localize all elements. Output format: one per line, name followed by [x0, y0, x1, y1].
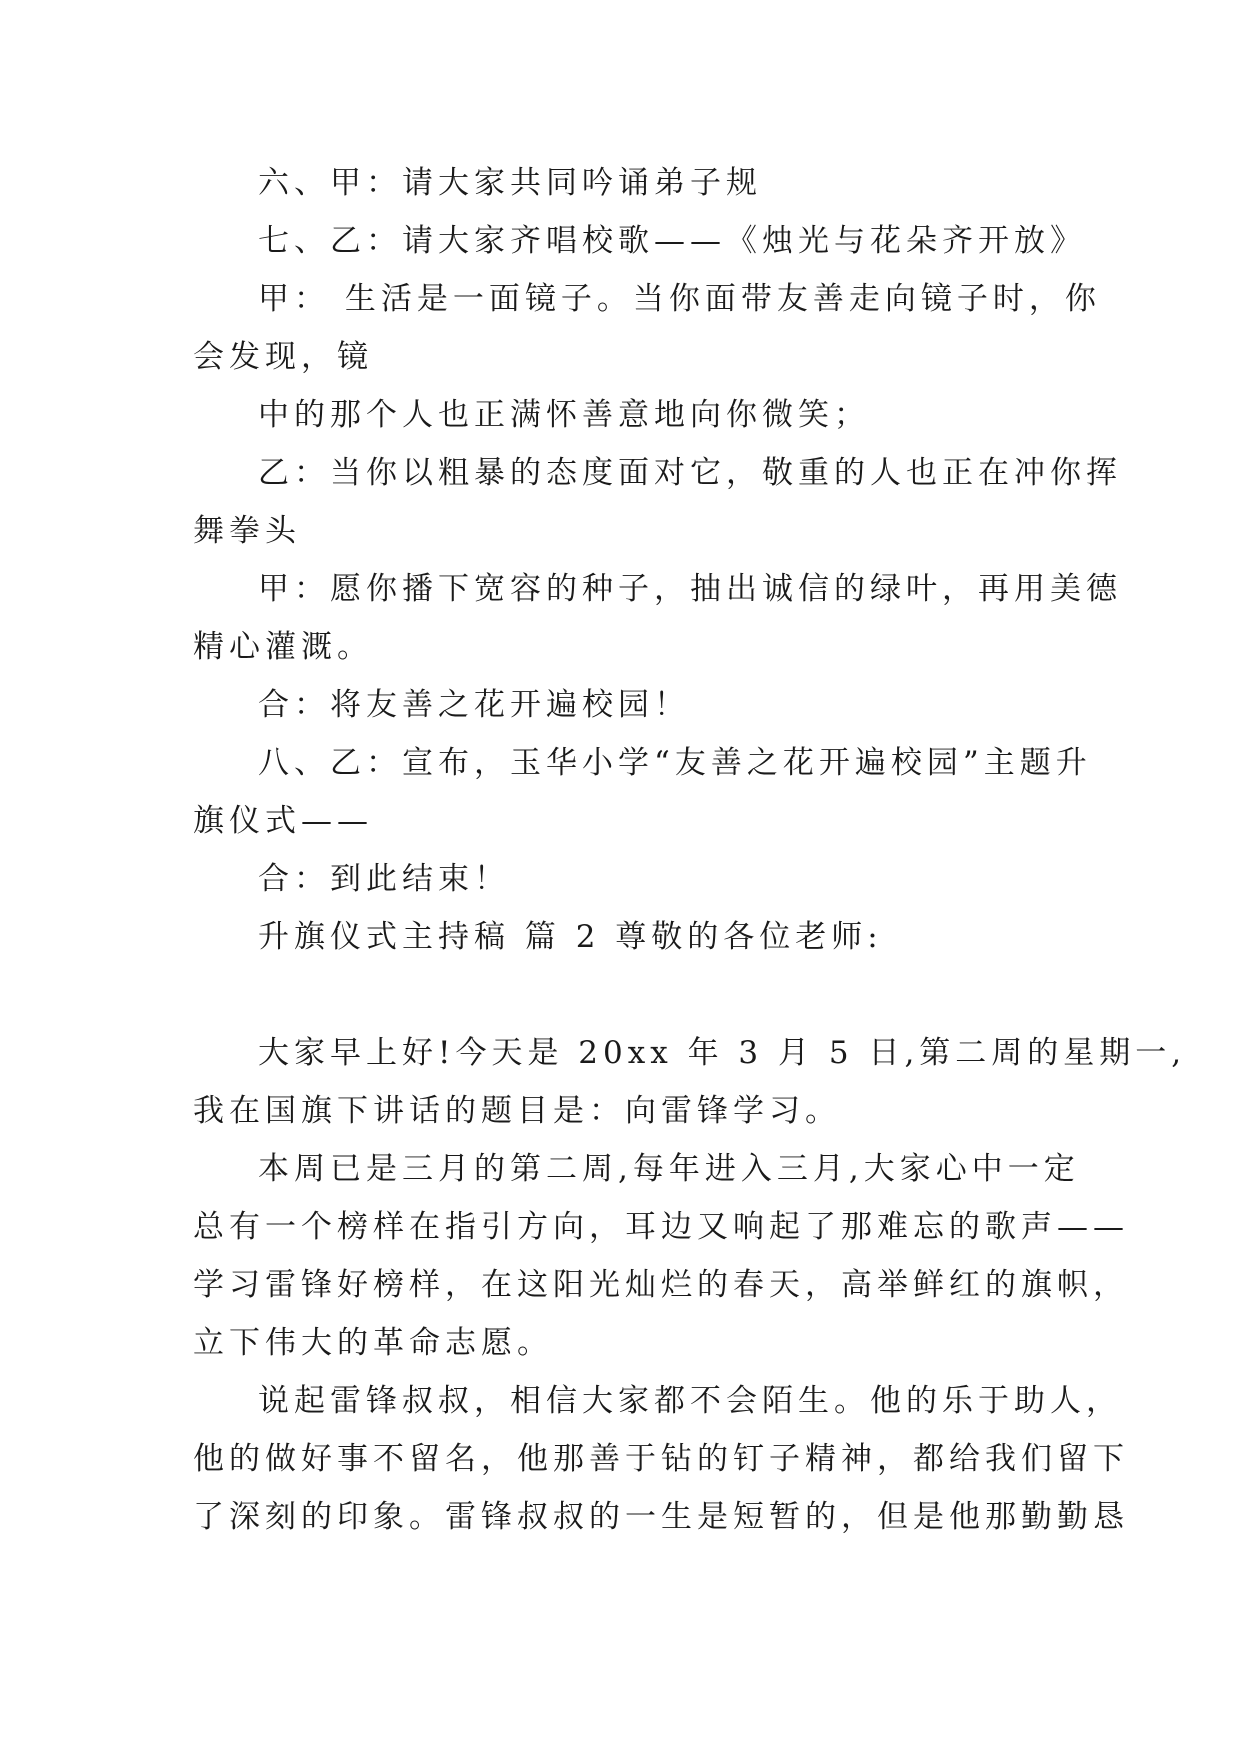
- text-line: 会发现，镜: [193, 339, 373, 375]
- text-line: 合：将友善之花开遍校园！: [258, 687, 690, 723]
- text-line: 精心灌溉。: [193, 629, 373, 665]
- text-line: 七、乙：请大家齐唱校歌——《烛光与花朵齐开放》: [258, 223, 1086, 259]
- section-heading: 升旗仪式主持稿 篇 2 尊敬的各位老师:: [258, 919, 883, 955]
- text-line: 他的做好事不留名，他那善于钻的钉子精神，都给我们留下: [193, 1441, 1129, 1477]
- text-line: 学习雷锋好榜样，在这阳光灿烂的春天，高举鲜红的旗帜，: [193, 1267, 1129, 1303]
- text-line: 舞拳头: [193, 513, 301, 549]
- text-line: 立下伟大的革命志愿。: [193, 1325, 553, 1361]
- text-line: 八、乙：宣布，玉华小学“友善之花开遍校园”主题升: [258, 745, 1092, 781]
- text-line: 了深刻的印象。雷锋叔叔的一生是短暂的，但是他那勤勤恳: [193, 1499, 1129, 1535]
- text-line: 总有一个榜样在指引方向，耳边又响起了那难忘的歌声——: [193, 1209, 1129, 1245]
- text-line: 乙：当你以粗暴的态度面对它，敬重的人也正在冲你挥: [258, 455, 1122, 491]
- text-line: 旗仪式——: [193, 803, 373, 839]
- text-line: 合：到此结束！: [258, 861, 510, 897]
- text-line: 大家早上好!今天是 20xx 年 3 月 5 日,第二周的星期一,: [258, 1035, 1187, 1071]
- text-line: 我在国旗下讲话的题目是：向雷锋学习。: [193, 1093, 841, 1129]
- text-line: 中的那个人也正满怀善意地向你微笑；: [258, 397, 870, 433]
- text-line: 甲：愿你播下宽容的种子，抽出诚信的绿叶，再用美德: [258, 571, 1122, 607]
- text-line: 六、甲：请大家共同吟诵弟子规: [258, 165, 762, 201]
- text-line: 甲： 生活是一面镜子。当你面带友善走向镜子时，你: [258, 281, 1101, 317]
- text-line: 本周已是三月的第二周,每年进入三月,大家心中一定: [258, 1151, 1080, 1187]
- text-line: 说起雷锋叔叔，相信大家都不会陌生。他的乐于助人，: [258, 1383, 1122, 1419]
